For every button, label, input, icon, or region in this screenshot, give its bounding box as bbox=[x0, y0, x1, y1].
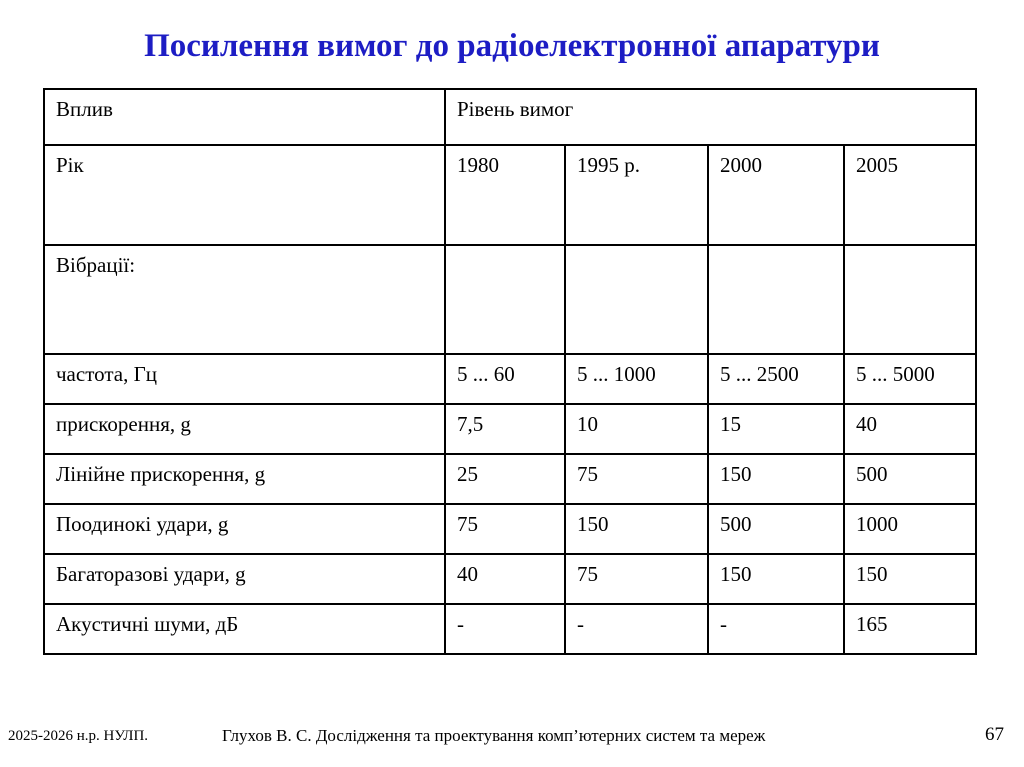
row-label-linear-acceleration: Лінійне прискорення, g bbox=[44, 454, 445, 504]
row-3-cell-2: 150 bbox=[565, 504, 708, 554]
row-4-cell-1: 40 bbox=[445, 554, 565, 604]
table-row bbox=[44, 454, 976, 504]
vibration-cell-4 bbox=[844, 245, 976, 354]
year-cell-3: 2000 bbox=[708, 145, 844, 245]
row-2-cell-2: 75 bbox=[565, 454, 708, 504]
row-0-cell-4: 5 ... 5000 bbox=[844, 354, 976, 404]
table-row bbox=[44, 404, 976, 454]
row-label-repeated-shocks: Багаторазові удари, g bbox=[44, 554, 445, 604]
vibration-cell-3 bbox=[708, 245, 844, 354]
row-1-cell-4: 40 bbox=[844, 404, 976, 454]
row-1-cell-2: 10 bbox=[565, 404, 708, 454]
row-0-cell-3: 5 ... 2500 bbox=[708, 354, 844, 404]
row-4-cell-4: 150 bbox=[844, 554, 976, 604]
year-cell-1: 1980 bbox=[445, 145, 565, 245]
row-5-cell-3: - bbox=[708, 604, 844, 654]
table-row bbox=[44, 604, 976, 654]
table-row-year bbox=[44, 145, 976, 245]
footer-course-title: Глухов В. С. Дослідження та проектування комп’ютерних систем та мереж bbox=[222, 726, 766, 745]
footer-academic-year: 2025-2026 н.р. НУЛП. bbox=[8, 728, 149, 744]
row-2-cell-4: 500 bbox=[844, 454, 976, 504]
row-label-single-shocks: Поодинокі удари, g bbox=[44, 504, 445, 554]
row-5-cell-2: - bbox=[565, 604, 708, 654]
footer-page-number: 67 bbox=[985, 724, 1004, 745]
row-label-acoustic-noise: Акустичні шуми, дБ bbox=[44, 604, 445, 654]
page-title: Посилення вимог до радіоелектронної апаратури bbox=[144, 28, 880, 64]
row-3-cell-3: 500 bbox=[708, 504, 844, 554]
row-label-year: Рік bbox=[44, 145, 445, 245]
row-3-cell-1: 75 bbox=[445, 504, 565, 554]
table-header-row bbox=[44, 89, 976, 145]
row-2-cell-1: 25 bbox=[445, 454, 565, 504]
row-0-cell-2: 5 ... 1000 bbox=[565, 354, 708, 404]
header-cell-requirement-level: Рівень вимог bbox=[445, 89, 976, 145]
table-row bbox=[44, 504, 976, 554]
row-4-cell-3: 150 bbox=[708, 554, 844, 604]
year-cell-2: 1995 р. bbox=[565, 145, 708, 245]
row-1-cell-1: 7,5 bbox=[445, 404, 565, 454]
row-4-cell-2: 75 bbox=[565, 554, 708, 604]
requirements-table bbox=[43, 88, 977, 655]
vibration-cell-1 bbox=[445, 245, 565, 354]
row-2-cell-3: 150 bbox=[708, 454, 844, 504]
table-row bbox=[44, 554, 976, 604]
row-label-frequency: частота, Гц bbox=[44, 354, 445, 404]
table-row-vibration-section bbox=[44, 245, 976, 354]
row-3-cell-4: 1000 bbox=[844, 504, 976, 554]
row-label-acceleration: прискорення, g bbox=[44, 404, 445, 454]
row-1-cell-3: 15 bbox=[708, 404, 844, 454]
requirements-table-container bbox=[43, 88, 975, 655]
vibration-cell-2 bbox=[565, 245, 708, 354]
row-5-cell-4: 165 bbox=[844, 604, 976, 654]
header-cell-influence: Вплив bbox=[44, 89, 445, 145]
table-row bbox=[44, 354, 976, 404]
row-label-vibration: Вібрації: bbox=[44, 245, 445, 354]
row-0-cell-1: 5 ... 60 bbox=[445, 354, 565, 404]
row-5-cell-1: - bbox=[445, 604, 565, 654]
year-cell-4: 2005 bbox=[844, 145, 976, 245]
